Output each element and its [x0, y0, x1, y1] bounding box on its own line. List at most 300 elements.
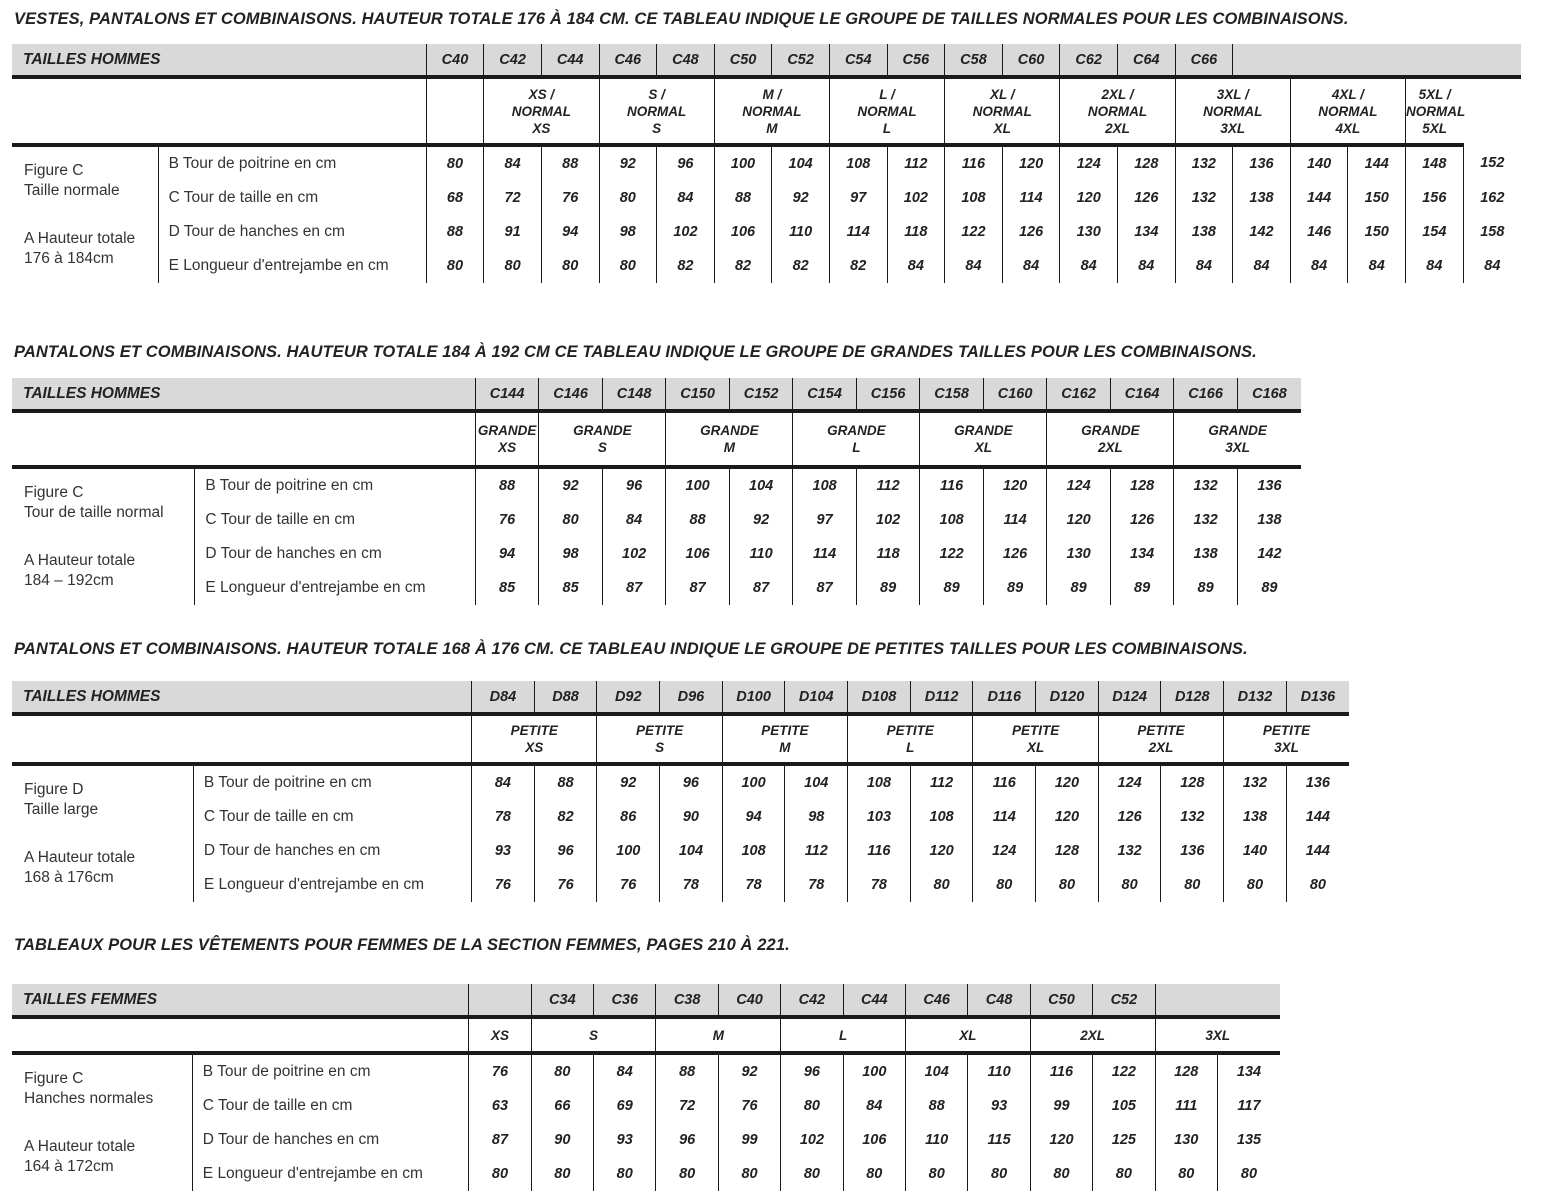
- measurement-value: 80: [1036, 868, 1099, 902]
- size-group-label: PETITE 3XL: [1224, 714, 1349, 764]
- measurement-value: 120: [1036, 800, 1099, 834]
- measurement-value: 132: [1175, 145, 1233, 181]
- measurement-label: E Longueur d'entrejambe en cm: [195, 571, 475, 605]
- measurement-value: 108: [848, 764, 911, 800]
- size-code-cell: [1233, 44, 1521, 77]
- size-code-cell: D128: [1161, 681, 1224, 714]
- measurement-value: 124: [973, 834, 1036, 868]
- measurement-value: 136: [1161, 834, 1224, 868]
- measurement-value: 100: [722, 764, 785, 800]
- measurement-value: 132: [1161, 800, 1224, 834]
- measurement-value: 80: [1224, 868, 1287, 902]
- measurement-value: 76: [597, 868, 660, 902]
- measurement-value: 84: [657, 181, 715, 215]
- measurement-value: 89: [856, 571, 920, 605]
- size-code-cell: D88: [534, 681, 597, 714]
- group-row-blank: [12, 77, 426, 145]
- size-group-row: [12, 77, 1521, 145]
- size-group-label: XS / NORMAL XS: [484, 77, 599, 145]
- measurement-value: 80: [599, 249, 657, 283]
- size-code-cell: C150: [666, 378, 730, 411]
- figure-label: Figure D Taille large: [24, 781, 99, 818]
- measurement-value: 84: [1290, 249, 1348, 283]
- measurement-value: 125: [1093, 1123, 1155, 1157]
- measurement-value: 142: [1233, 215, 1291, 249]
- measurement-value: 112: [856, 467, 920, 503]
- measurement-value: 105: [1093, 1089, 1155, 1123]
- header-title: TAILLES FEMMES: [12, 984, 469, 1017]
- measurement-value: 132: [1174, 503, 1238, 537]
- size-code-cell: C50: [1030, 984, 1092, 1017]
- size-code-cell: D84: [472, 681, 535, 714]
- height-range-label: A Hauteur totale 164 à 172cm: [24, 1138, 136, 1175]
- measurement-value: 126: [1110, 503, 1174, 537]
- size-code-cell: C56: [887, 44, 945, 77]
- measurement-value: 118: [887, 215, 945, 249]
- measurement-value: 84: [1406, 249, 1464, 283]
- table2-heading: PANTALONS ET COMBINAISONS. HAUTEUR TOTALE 184 À 192 CM CE TABLEAU INDIQUE LE GROUPE DE GRANDES TAILLES POUR LES COMBINAISONS.: [14, 343, 1257, 361]
- measurement-label: B Tour de poitrine en cm: [158, 145, 426, 181]
- measurement-value: 94: [722, 800, 785, 834]
- measurement-value: 93: [594, 1123, 656, 1157]
- measurement-value: 80: [599, 181, 657, 215]
- measurement-value: 90: [531, 1123, 593, 1157]
- measurement-value: 134: [1217, 1053, 1280, 1089]
- table-row: [12, 571, 1301, 605]
- table-row: [12, 537, 1301, 571]
- measurement-value: 106: [666, 537, 730, 571]
- size-code-cell: C42: [781, 984, 843, 1017]
- size-code-cell: C148: [602, 378, 666, 411]
- size-code-cell: C54: [829, 44, 887, 77]
- measurement-value: 87: [729, 571, 793, 605]
- measurement-value: 84: [1060, 249, 1118, 283]
- measurement-value: 80: [426, 249, 484, 283]
- measurement-value: 136: [1233, 145, 1291, 181]
- measurement-value: 80: [1030, 1157, 1092, 1191]
- measurement-value: 114: [829, 215, 887, 249]
- measurement-value: 122: [920, 537, 984, 571]
- measurement-value: 82: [772, 249, 830, 283]
- figure-label: Figure C Taille normale: [24, 162, 120, 199]
- measurement-value: 122: [1093, 1053, 1155, 1089]
- measurement-label: C Tour de taille en cm: [192, 1089, 468, 1123]
- measurement-value: 90: [660, 800, 723, 834]
- measurement-value: 72: [656, 1089, 718, 1123]
- size-code-cell: D132: [1224, 681, 1287, 714]
- measurement-value: 89: [1110, 571, 1174, 605]
- size-code-cell: C158: [920, 378, 984, 411]
- table-row: [12, 868, 1349, 902]
- measurement-value: 84: [602, 503, 666, 537]
- size-group-label: XL: [906, 1017, 1031, 1053]
- measurement-value: 80: [539, 503, 603, 537]
- measurement-value: 88: [426, 215, 484, 249]
- measurement-value: 110: [729, 537, 793, 571]
- measurement-value: 158: [1463, 215, 1521, 249]
- size-group-label: S / NORMAL S: [599, 77, 714, 145]
- measurement-value: 108: [722, 834, 785, 868]
- size-code-cell: D112: [910, 681, 973, 714]
- table-row: [12, 249, 1521, 283]
- measurement-value: 84: [484, 145, 542, 181]
- measurement-value: 154: [1406, 215, 1464, 249]
- measurement-value: 128: [1117, 145, 1175, 181]
- size-code-cell: C52: [772, 44, 830, 77]
- measurement-value: 104: [772, 145, 830, 181]
- measurement-value: 138: [1174, 537, 1238, 571]
- measurement-value: 80: [469, 1157, 531, 1191]
- size-group-label: L: [781, 1017, 906, 1053]
- table-row: [12, 800, 1349, 834]
- measurement-value: 76: [541, 181, 599, 215]
- measurement-value: 78: [848, 868, 911, 902]
- measurement-value: 80: [656, 1157, 718, 1191]
- measurement-value: 102: [781, 1123, 843, 1157]
- measurement-value: 80: [781, 1089, 843, 1123]
- header-row: [12, 984, 1280, 1017]
- measurement-value: 104: [785, 764, 848, 800]
- size-code-cell: C44: [541, 44, 599, 77]
- size-code-cell: C146: [539, 378, 603, 411]
- header-row: [12, 378, 1301, 411]
- measurement-value: 135: [1217, 1123, 1280, 1157]
- measurement-value: 89: [1174, 571, 1238, 605]
- size-code-cell: C166: [1174, 378, 1238, 411]
- size-code-cell: C44: [843, 984, 905, 1017]
- measurement-value: 134: [1117, 215, 1175, 249]
- measurement-value: 102: [887, 181, 945, 215]
- size-table-men-normal: [12, 44, 1521, 283]
- size-group-label: XS: [469, 1017, 531, 1053]
- measurement-value: 86: [597, 800, 660, 834]
- measurement-value: 108: [910, 800, 973, 834]
- measurement-value: 126: [1117, 181, 1175, 215]
- measurement-value: 120: [1047, 503, 1111, 537]
- measurement-label: C Tour de taille en cm: [195, 503, 475, 537]
- table-row: [12, 181, 1521, 215]
- measurement-value: 108: [793, 467, 857, 503]
- size-code-cell: C42: [484, 44, 542, 77]
- measurement-value: 132: [1098, 834, 1161, 868]
- measurement-value: 114: [1002, 181, 1060, 215]
- measurement-value: 110: [772, 215, 830, 249]
- measurement-value: 117: [1217, 1089, 1280, 1123]
- measurement-value: 162: [1463, 181, 1521, 215]
- size-group-row: [12, 411, 1301, 467]
- measurement-value: 108: [920, 503, 984, 537]
- measurement-value: 68: [426, 181, 484, 215]
- size-code-cell: [469, 984, 531, 1017]
- measurement-label: D Tour de hanches en cm: [195, 537, 475, 571]
- size-code-cell: C152: [729, 378, 793, 411]
- measurement-value: 80: [1161, 868, 1224, 902]
- measurement-value: 84: [594, 1053, 656, 1089]
- measurement-value: 66: [531, 1089, 593, 1123]
- measurement-value: 88: [714, 181, 772, 215]
- size-code-cell: D92: [597, 681, 660, 714]
- size-code-cell: C66: [1175, 44, 1233, 77]
- measurement-label: D Tour de hanches en cm: [192, 1123, 468, 1157]
- measurement-value: 126: [983, 537, 1047, 571]
- size-code-cell: C154: [793, 378, 857, 411]
- size-group-label: M / NORMAL M: [714, 77, 829, 145]
- size-code-cell: D116: [973, 681, 1036, 714]
- measurement-value: 110: [968, 1053, 1030, 1089]
- measurement-value: 116: [973, 764, 1036, 800]
- measurement-value: 138: [1224, 800, 1287, 834]
- measurement-label: C Tour de taille en cm: [158, 181, 426, 215]
- measurement-value: 89: [920, 571, 984, 605]
- measurement-value: 96: [602, 467, 666, 503]
- measurement-value: 118: [856, 537, 920, 571]
- measurement-value: 150: [1348, 215, 1406, 249]
- measurement-value: 80: [484, 249, 542, 283]
- measurement-label: C Tour de taille en cm: [193, 800, 471, 834]
- measurement-value: 88: [666, 503, 730, 537]
- size-group-label: PETITE L: [848, 714, 973, 764]
- size-code-cell: D108: [848, 681, 911, 714]
- size-code-cell: C162: [1047, 378, 1111, 411]
- measurement-value: 78: [722, 868, 785, 902]
- measurement-value: 80: [531, 1053, 593, 1089]
- measurement-value: 80: [968, 1157, 1030, 1191]
- table-row: [12, 764, 1349, 800]
- size-code-cell: D136: [1286, 681, 1349, 714]
- measurement-value: 116: [945, 145, 1003, 181]
- measurement-value: 156: [1406, 181, 1464, 215]
- measurement-value: 114: [983, 503, 1047, 537]
- size-group-label: 5XL / NORMAL 5XL: [1406, 77, 1464, 145]
- measurement-value: 100: [666, 467, 730, 503]
- figure-description: [12, 145, 158, 283]
- size-group-blank: [426, 77, 484, 145]
- measurement-value: 87: [666, 571, 730, 605]
- measurement-value: 144: [1286, 800, 1349, 834]
- measurement-value: 82: [829, 249, 887, 283]
- measurement-value: 94: [541, 215, 599, 249]
- group-row-blank: [12, 411, 475, 467]
- measurement-value: 112: [887, 145, 945, 181]
- measurement-value: 116: [848, 834, 911, 868]
- group-row-blank: [12, 1017, 469, 1053]
- measurement-value: 92: [597, 764, 660, 800]
- measurement-value: 124: [1060, 145, 1118, 181]
- size-code-cell: C34: [531, 984, 593, 1017]
- measurement-label: B Tour de poitrine en cm: [192, 1053, 468, 1089]
- measurement-value: 128: [1036, 834, 1099, 868]
- measurement-value: 130: [1060, 215, 1118, 249]
- size-code-cell: C50: [714, 44, 772, 77]
- measurement-label: D Tour de hanches en cm: [193, 834, 471, 868]
- measurement-value: 80: [906, 1157, 968, 1191]
- measurement-value: 140: [1224, 834, 1287, 868]
- measurement-value: 88: [906, 1089, 968, 1123]
- size-group-label: S: [531, 1017, 656, 1053]
- measurement-value: 112: [910, 764, 973, 800]
- measurement-value: 80: [1286, 868, 1349, 902]
- measurement-value: 80: [843, 1157, 905, 1191]
- figure-description: [12, 1053, 192, 1191]
- measurement-value: 87: [469, 1123, 531, 1157]
- measurement-value: 102: [657, 215, 715, 249]
- size-group-label: XL / NORMAL XL: [945, 77, 1060, 145]
- figure-description: [12, 764, 193, 902]
- measurement-value: 94: [475, 537, 539, 571]
- size-code-cell: C156: [856, 378, 920, 411]
- measurement-value: 82: [534, 800, 597, 834]
- measurement-value: 120: [1002, 145, 1060, 181]
- measurement-value: 98: [599, 215, 657, 249]
- measurement-value: 80: [1217, 1157, 1280, 1191]
- measurement-value: 136: [1286, 764, 1349, 800]
- measurement-value: 138: [1233, 181, 1291, 215]
- size-code-cell: [1155, 984, 1280, 1017]
- measurement-value: 84: [887, 249, 945, 283]
- measurement-value: 148: [1406, 145, 1464, 181]
- size-group-label: PETITE M: [722, 714, 847, 764]
- table-row: [12, 1157, 1280, 1191]
- header-row: [12, 681, 1349, 714]
- table-row: [12, 215, 1521, 249]
- size-code-cell: C46: [599, 44, 657, 77]
- size-code-cell: C64: [1117, 44, 1175, 77]
- measurement-label: B Tour de poitrine en cm: [193, 764, 471, 800]
- measurement-value: 89: [1237, 571, 1301, 605]
- size-code-cell: C168: [1237, 378, 1301, 411]
- measurement-value: 144: [1286, 834, 1349, 868]
- measurement-value: 103: [848, 800, 911, 834]
- size-code-cell: D104: [785, 681, 848, 714]
- measurement-value: 80: [426, 145, 484, 181]
- measurement-value: 142: [1237, 537, 1301, 571]
- measurement-value: 92: [599, 145, 657, 181]
- size-code-cell: C38: [656, 984, 718, 1017]
- measurement-value: 63: [469, 1089, 531, 1123]
- measurement-value: 76: [534, 868, 597, 902]
- size-code-cell: C144: [475, 378, 539, 411]
- measurement-value: 152: [1463, 145, 1521, 181]
- measurement-value: 100: [597, 834, 660, 868]
- measurement-value: 132: [1224, 764, 1287, 800]
- table3-heading: PANTALONS ET COMBINAISONS. HAUTEUR TOTALE 168 À 176 CM. CE TABLEAU INDIQUE LE GROUPE DE PETITES TAILLES POUR LES COMBINAISONS.: [14, 640, 1248, 658]
- measurement-value: 97: [793, 503, 857, 537]
- table-row: [12, 1053, 1280, 1089]
- figure-label: Figure C Tour de taille normal: [24, 484, 164, 521]
- measurement-value: 80: [541, 249, 599, 283]
- measurement-value: 128: [1161, 764, 1224, 800]
- measurement-value: 116: [920, 467, 984, 503]
- measurement-value: 138: [1175, 215, 1233, 249]
- size-code-cell: D124: [1098, 681, 1161, 714]
- measurement-value: 93: [968, 1089, 1030, 1123]
- measurement-value: 98: [539, 537, 603, 571]
- measurement-value: 91: [484, 215, 542, 249]
- size-code-cell: C52: [1093, 984, 1155, 1017]
- measurement-value: 104: [729, 467, 793, 503]
- measurement-value: 98: [785, 800, 848, 834]
- size-group-label: 3XL / NORMAL 3XL: [1175, 77, 1290, 145]
- measurement-value: 85: [475, 571, 539, 605]
- measurement-label: E Longueur d'entrejambe en cm: [192, 1157, 468, 1191]
- measurement-value: 144: [1290, 181, 1348, 215]
- measurement-value: 84: [1233, 249, 1291, 283]
- size-code-cell: C60: [1002, 44, 1060, 77]
- height-range-label: A Hauteur totale 168 à 176cm: [24, 849, 136, 886]
- measurement-value: 150: [1348, 181, 1406, 215]
- measurement-value: 80: [910, 868, 973, 902]
- size-group-label: PETITE XS: [472, 714, 597, 764]
- measurement-value: 104: [906, 1053, 968, 1089]
- measurement-value: 96: [657, 145, 715, 181]
- size-group-label: M: [656, 1017, 781, 1053]
- size-group-label: GRANDE S: [539, 411, 666, 467]
- header-title: TAILLES HOMMES: [12, 44, 426, 77]
- size-group-row: [12, 1017, 1280, 1053]
- table1-heading: VESTES, PANTALONS ET COMBINAISONS. HAUTEUR TOTALE 176 À 184 CM. CE TABLEAU INDIQUE LE GROUPE DE TAILLES NORMALES POUR LES COMBINAISONS.: [14, 10, 1349, 28]
- size-group-label: GRANDE XS: [475, 411, 539, 467]
- measurement-value: 132: [1175, 181, 1233, 215]
- measurement-value: 96: [656, 1123, 718, 1157]
- measurement-value: 140: [1290, 145, 1348, 181]
- measurement-value: 82: [714, 249, 772, 283]
- measurement-value: 100: [714, 145, 772, 181]
- measurement-value: 89: [1047, 571, 1111, 605]
- measurement-value: 144: [1348, 145, 1406, 181]
- size-code-cell: D100: [722, 681, 785, 714]
- size-code-cell: C46: [906, 984, 968, 1017]
- size-group-label: L / NORMAL L: [829, 77, 944, 145]
- table-row: [12, 467, 1301, 503]
- measurement-value: 120: [1060, 181, 1118, 215]
- measurement-value: 84: [843, 1089, 905, 1123]
- measurement-value: 102: [856, 503, 920, 537]
- measurement-value: 93: [472, 834, 535, 868]
- measurement-value: 88: [475, 467, 539, 503]
- measurement-value: 76: [475, 503, 539, 537]
- measurement-value: 92: [718, 1053, 780, 1089]
- measurement-value: 106: [714, 215, 772, 249]
- measurement-value: 85: [539, 571, 603, 605]
- height-range-label: A Hauteur totale 184 – 192cm: [24, 552, 136, 589]
- group-row-blank: [12, 714, 472, 764]
- size-code-cell: C40: [426, 44, 484, 77]
- header-title: TAILLES HOMMES: [12, 681, 472, 714]
- size-group-label: 2XL: [1030, 1017, 1155, 1053]
- measurement-value: 88: [656, 1053, 718, 1089]
- figure-label: Figure C Hanches normales: [24, 1070, 154, 1107]
- measurement-value: 104: [660, 834, 723, 868]
- measurement-value: 78: [785, 868, 848, 902]
- header-row: [12, 44, 1521, 77]
- size-code-cell: D120: [1036, 681, 1099, 714]
- measurement-value: 111: [1155, 1089, 1217, 1123]
- size-group-row: [12, 714, 1349, 764]
- measurement-value: 115: [968, 1123, 1030, 1157]
- measurement-value: 120: [1030, 1123, 1092, 1157]
- measurement-value: 69: [594, 1089, 656, 1123]
- measurement-value: 72: [484, 181, 542, 215]
- size-group-label: 4XL / NORMAL 4XL: [1290, 77, 1405, 145]
- measurement-label: E Longueur d'entrejambe en cm: [158, 249, 426, 283]
- size-group-label: 2XL / NORMAL 2XL: [1060, 77, 1175, 145]
- size-group-label: PETITE S: [597, 714, 722, 764]
- measurement-value: 132: [1174, 467, 1238, 503]
- measurement-value: 80: [1093, 1157, 1155, 1191]
- measurement-value: 76: [469, 1053, 531, 1089]
- size-code-cell: C48: [657, 44, 715, 77]
- measurement-value: 124: [1098, 764, 1161, 800]
